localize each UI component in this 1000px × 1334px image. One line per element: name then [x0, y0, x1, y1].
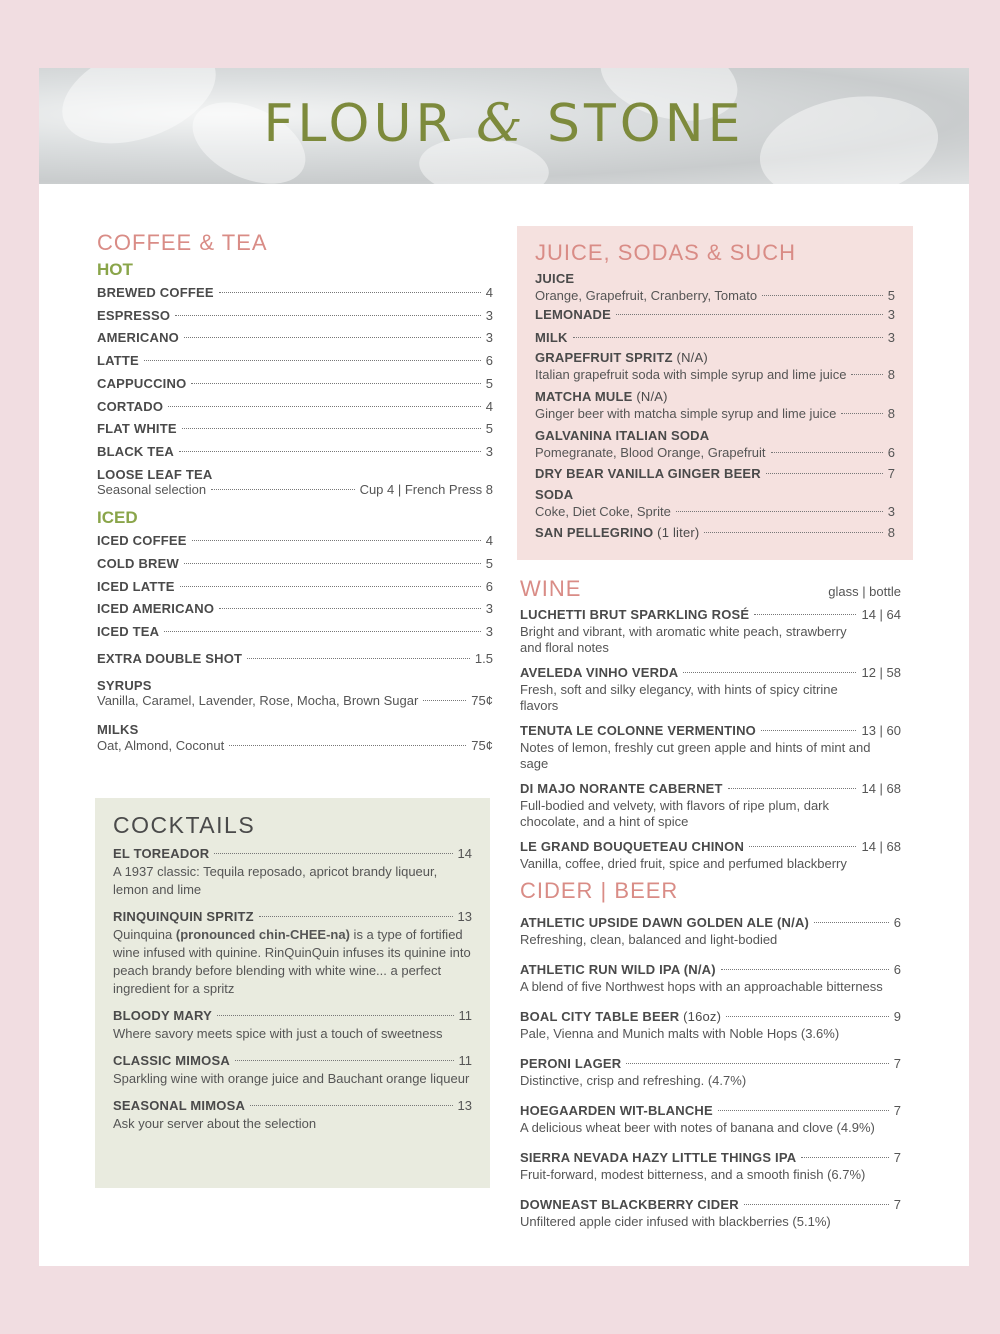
item-name: GALVANINA ITALIAN SODA [535, 428, 710, 444]
item-price: 6 [485, 578, 493, 594]
leader-dots [229, 745, 466, 746]
coffee-tea-section [97, 230, 493, 754]
menu-item-juice [535, 270, 895, 304]
item-name: ATHLETIC RUN WILD IPA (N/A) [520, 962, 716, 977]
item-name: LE GRAND BOUQUETEAU CHINON [520, 839, 745, 854]
leader-dots [683, 672, 856, 673]
section-title-cocktails: COCKTAILS [113, 812, 256, 838]
item-price: 8 [887, 525, 895, 541]
item-price: 14 | 68 [861, 839, 901, 854]
item-price: 7 [893, 1056, 901, 1071]
menu-item-extra-shot [97, 648, 493, 671]
item-price: 3 [485, 601, 493, 617]
leader-dots [192, 540, 481, 541]
item-price: 14 | 64 [861, 607, 901, 622]
item-name: BOAL CITY TABLE BEER (16oz) [520, 1009, 722, 1024]
item-desc: Ginger beer with matcha simple syrup and lime juice [535, 406, 837, 422]
leader-dots [250, 1105, 452, 1106]
item-desc: Orange, Grapefruit, Cranberry, Tomato [535, 288, 758, 303]
leader-dots [219, 608, 481, 609]
menu-item-grapefruit-spritz [535, 349, 895, 383]
beer-item [520, 1102, 901, 1136]
menu-item-san-pellegrino [535, 522, 895, 545]
item-price: 75¢ [471, 693, 493, 709]
item-name: ICED COFFEE [97, 533, 187, 549]
item-desc: Where savory meets spice with just a touch of sweetness [113, 1026, 443, 1041]
menu-item [97, 598, 493, 621]
wine-item [520, 722, 901, 772]
item-price: 75¢ [471, 737, 493, 753]
item-name: DRY BEAR VANILLA GINGER BEER [535, 466, 761, 482]
item-desc: Full-bodied and velvety, with flavors of ripe plum, dark chocolate, and a hint of spice [520, 798, 830, 829]
item-name: EXTRA DOUBLE SHOT [97, 650, 243, 666]
item-desc: Distinctive, crisp and refreshing. (4.7%) [520, 1073, 747, 1088]
menu-item [97, 553, 493, 576]
leader-dots [573, 337, 883, 338]
brand-ampersand: & [476, 94, 527, 154]
cider-beer-section [520, 878, 901, 1243]
menu-item [97, 396, 493, 419]
leader-dots [211, 489, 354, 490]
item-price: 3 [485, 330, 493, 346]
item-price: 3 [887, 504, 895, 520]
item-name: LUCHETTI BRUT SPARKLING ROSÉ [520, 607, 750, 622]
item-name: CAPPUCCINO [97, 375, 187, 391]
item-name: FLAT WHITE [97, 421, 177, 437]
beer-item [520, 1055, 901, 1089]
item-name: LATTE [97, 353, 139, 369]
leader-dots [164, 631, 480, 632]
leader-dots [180, 586, 481, 587]
menu-item [97, 327, 493, 350]
beer-item [520, 1149, 901, 1183]
leader-dots [191, 383, 480, 384]
leader-dots [247, 658, 470, 659]
beer-item [520, 914, 901, 948]
item-price: 4 [485, 398, 493, 414]
menu-item-lemonade [535, 304, 895, 327]
hot-drinks-list [97, 282, 493, 464]
item-name: EL TOREADOR [113, 846, 210, 861]
menu-item [97, 418, 493, 441]
menu-item-loose-leaf [97, 464, 493, 499]
item-desc: Quinquina (pronounced chin-CHEE-na) is a type of fortified wine infused with quinine. RinQuinQuin infuses its quinine into peach brandy before blending with white wine... a perfect ingredient for a spritz [113, 927, 471, 996]
item-price: 7 [893, 1197, 901, 1212]
menu-item [97, 441, 493, 464]
wine-item [520, 838, 901, 872]
item-price: 8 [887, 406, 895, 422]
item-price: 6 [485, 353, 493, 369]
leader-dots [851, 374, 882, 375]
leader-dots [801, 1157, 888, 1158]
item-name: SYRUPS [97, 677, 152, 693]
leader-dots [749, 846, 856, 847]
item-desc: Pale, Vienna and Munich malts with Noble Hops (3.6%) [520, 1026, 840, 1041]
item-desc: Unfiltered apple cider infused with blackberries (5.1%) [520, 1214, 831, 1229]
menu-page [39, 68, 969, 1266]
menu-item [97, 373, 493, 396]
item-name: CLASSIC MIMOSA [113, 1053, 230, 1068]
item-price: 14 | 68 [861, 781, 901, 796]
beer-item [520, 1196, 901, 1230]
item-price: 3 [887, 307, 895, 322]
item-name: DI MAJO NORANTE CABERNET [520, 781, 723, 796]
cocktail-item [113, 845, 472, 899]
item-price: 11 [458, 1008, 472, 1023]
item-name: SEASONAL MIMOSA [113, 1098, 246, 1113]
leader-dots [259, 916, 453, 917]
brand-name-left: FLOUR [263, 94, 456, 154]
item-price: 3 [485, 307, 493, 323]
item-name: ESPRESSO [97, 307, 171, 323]
section-title-juice: JUICE, SODAS & SUCH [535, 240, 797, 265]
item-name: HOEGAARDEN WIT-BLANCHE [520, 1103, 713, 1118]
item-price: 11 [458, 1053, 472, 1068]
item-desc: Ask your server about the selection [113, 1116, 317, 1131]
cocktail-item [113, 1097, 472, 1133]
leader-dots [676, 511, 883, 512]
item-price: 13 [457, 1098, 472, 1113]
item-price: 5 [485, 556, 493, 572]
item-price: 8 [887, 367, 895, 383]
leader-dots [144, 360, 481, 361]
item-price: 1.5 [474, 650, 493, 666]
beer-list [520, 914, 901, 1230]
item-price: 12 | 58 [861, 665, 901, 680]
item-desc: Coke, Diet Coke, Sprite [535, 504, 671, 520]
item-price: 7 [893, 1150, 901, 1165]
juice-sodas-section [517, 226, 913, 560]
item-desc: Seasonal selection [97, 482, 207, 498]
menu-item-milks [97, 719, 493, 754]
leader-dots [184, 337, 481, 338]
cocktails-section [95, 798, 490, 1188]
item-name: ATHLETIC UPSIDE DAWN GOLDEN ALE (N/A) [520, 915, 810, 930]
wine-item [520, 664, 901, 714]
item-price: 6 [887, 445, 895, 461]
item-price: Cup 4 | French Press 8 [359, 482, 493, 498]
section-title-wine: WINE [520, 576, 582, 601]
item-desc: A delicious wheat beer with notes of banana and clove (4.9%) [520, 1120, 875, 1135]
item-desc: Vanilla, Caramel, Lavender, Rose, Mocha, Brown Sugar [97, 693, 419, 709]
leader-dots [841, 413, 882, 414]
item-name: SODA [535, 487, 574, 503]
iced-drinks-list [97, 530, 493, 644]
leader-dots [744, 1204, 889, 1205]
item-name: COLD BREW [97, 556, 179, 572]
leader-dots [771, 452, 883, 453]
item-name: RINQUINQUIN SPRITZ [113, 909, 254, 924]
item-name: SIERRA NEVADA HAZY LITTLE THINGS IPA [520, 1150, 797, 1165]
subsection-title-hot: HOT [97, 260, 133, 279]
leader-dots [726, 1016, 889, 1017]
item-name: SAN PELLEGRINO (1 liter) [535, 525, 700, 541]
item-price: 13 | 60 [861, 723, 901, 738]
header-banner [39, 68, 969, 184]
beer-item [520, 1008, 901, 1042]
brand-name-right: STONE [547, 94, 745, 154]
item-desc: Notes of lemon, freshly cut green apple and hints of mint and sage [520, 740, 871, 771]
menu-item-dry-bear [535, 463, 895, 486]
section-title-beer: CIDER | BEER [520, 878, 679, 903]
item-desc: Oat, Almond, Coconut [97, 737, 225, 753]
item-desc: Pomegranate, Blood Orange, Grapefruit [535, 445, 766, 461]
beer-item [520, 961, 901, 995]
item-price: 13 [457, 909, 472, 924]
menu-item [97, 530, 493, 553]
wine-item [520, 780, 901, 830]
menu-item-milk [535, 327, 895, 350]
item-price: 4 [485, 533, 493, 549]
item-price: 14 [457, 846, 472, 861]
menu-item [97, 576, 493, 599]
leader-dots [762, 295, 883, 296]
item-price: 6 [893, 962, 901, 977]
menu-item-syrups [97, 675, 493, 710]
item-price: 7 [893, 1103, 901, 1118]
item-desc: Italian grapefruit soda with simple syrup and lime juice [535, 367, 847, 383]
menu-item [97, 305, 493, 328]
leader-dots [423, 700, 466, 701]
brand-logo [39, 94, 969, 154]
menu-item-galvanina [535, 427, 895, 461]
item-name: MILKS [97, 722, 139, 738]
item-name: GRAPEFRUIT SPRITZ (N/A) [535, 350, 708, 366]
item-desc: A 1937 classic: Tequila reposado, apricot brandy liqueur, lemon and lime [113, 864, 438, 897]
item-price: 3 [485, 443, 493, 459]
menu-item-matcha-mule [535, 388, 895, 422]
item-desc: Fruit-forward, modest bitterness, and a smooth finish (6.7%) [520, 1167, 866, 1182]
item-name: ICED TEA [97, 624, 160, 640]
leader-dots [721, 969, 889, 970]
item-name: JUICE [535, 271, 575, 286]
item-desc: A blend of five Northwest hops with an approachable bitterness [520, 979, 883, 994]
leader-dots [754, 614, 856, 615]
cocktail-item [113, 1052, 472, 1088]
item-name: CORTADO [97, 398, 164, 414]
leader-dots [728, 788, 857, 789]
leader-dots [761, 730, 856, 731]
section-title-coffee: COFFEE & TEA [97, 230, 268, 255]
wine-unit-label: glass | bottle [828, 584, 901, 599]
item-name: TENUTA LE COLONNE VERMENTINO [520, 723, 756, 738]
leader-dots [217, 1015, 454, 1016]
item-price: 9 [893, 1009, 901, 1024]
menu-item-soda [535, 486, 895, 520]
item-price: 7 [887, 466, 895, 482]
item-price: 5 [887, 288, 895, 303]
item-price: 4 [485, 285, 493, 300]
item-desc: Sparkling wine with orange juice and Bauchant orange liqueur [113, 1071, 470, 1086]
leader-dots [219, 292, 481, 293]
item-desc: Refreshing, clean, balanced and light-bodied [520, 932, 778, 947]
item-name: ICED LATTE [97, 578, 175, 594]
subsection-title-iced: ICED [97, 508, 138, 528]
leader-dots [214, 853, 452, 854]
item-price: 5 [485, 375, 493, 391]
menu-item [97, 621, 493, 644]
leader-dots [175, 315, 481, 316]
item-price: 3 [887, 329, 895, 345]
leader-dots [235, 1060, 454, 1061]
item-name: MILK [535, 329, 568, 345]
item-name: DOWNEAST BLACKBERRY CIDER [520, 1197, 739, 1212]
item-name: PERONI LAGER [520, 1056, 622, 1071]
leader-dots [616, 314, 883, 315]
leader-dots [182, 428, 481, 429]
cocktail-item [113, 908, 472, 998]
item-price: 3 [485, 624, 493, 640]
item-name: AMERICANO [97, 330, 179, 346]
item-name: BLACK TEA [97, 443, 174, 459]
leader-dots [626, 1063, 888, 1064]
item-name: LEMONADE [535, 307, 611, 322]
item-price: 5 [485, 421, 493, 437]
leader-dots [718, 1110, 889, 1111]
menu-item [97, 350, 493, 373]
item-desc: Fresh, soft and silky elegancy, with hints of spicy citrine flavors [520, 682, 838, 713]
leader-dots [704, 532, 882, 533]
item-name: MATCHA MULE (N/A) [535, 389, 668, 405]
item-name: BREWED COFFEE [97, 285, 214, 300]
leader-dots [184, 563, 481, 564]
item-name: BLOODY MARY [113, 1008, 212, 1023]
leader-dots [179, 451, 481, 452]
item-desc: Bright and vibrant, with aromatic white peach, strawberry and floral notes [520, 624, 847, 655]
leader-dots [814, 922, 889, 923]
menu-item [97, 282, 493, 305]
item-name: ICED AMERICANO [97, 601, 215, 617]
item-desc: Vanilla, coffee, dried fruit, spice and perfumed blackberry [520, 856, 847, 871]
cocktails-list [113, 845, 472, 1133]
cocktail-item [113, 1007, 472, 1043]
wine-item [520, 606, 901, 656]
wine-section [520, 576, 901, 880]
leader-dots [168, 406, 481, 407]
wine-list [520, 606, 901, 872]
item-name: LOOSE LEAF TEA [97, 466, 213, 482]
leader-dots [766, 473, 883, 474]
item-name: AVELEDA VINHO VERDA [520, 665, 679, 680]
item-price: 6 [893, 915, 901, 930]
